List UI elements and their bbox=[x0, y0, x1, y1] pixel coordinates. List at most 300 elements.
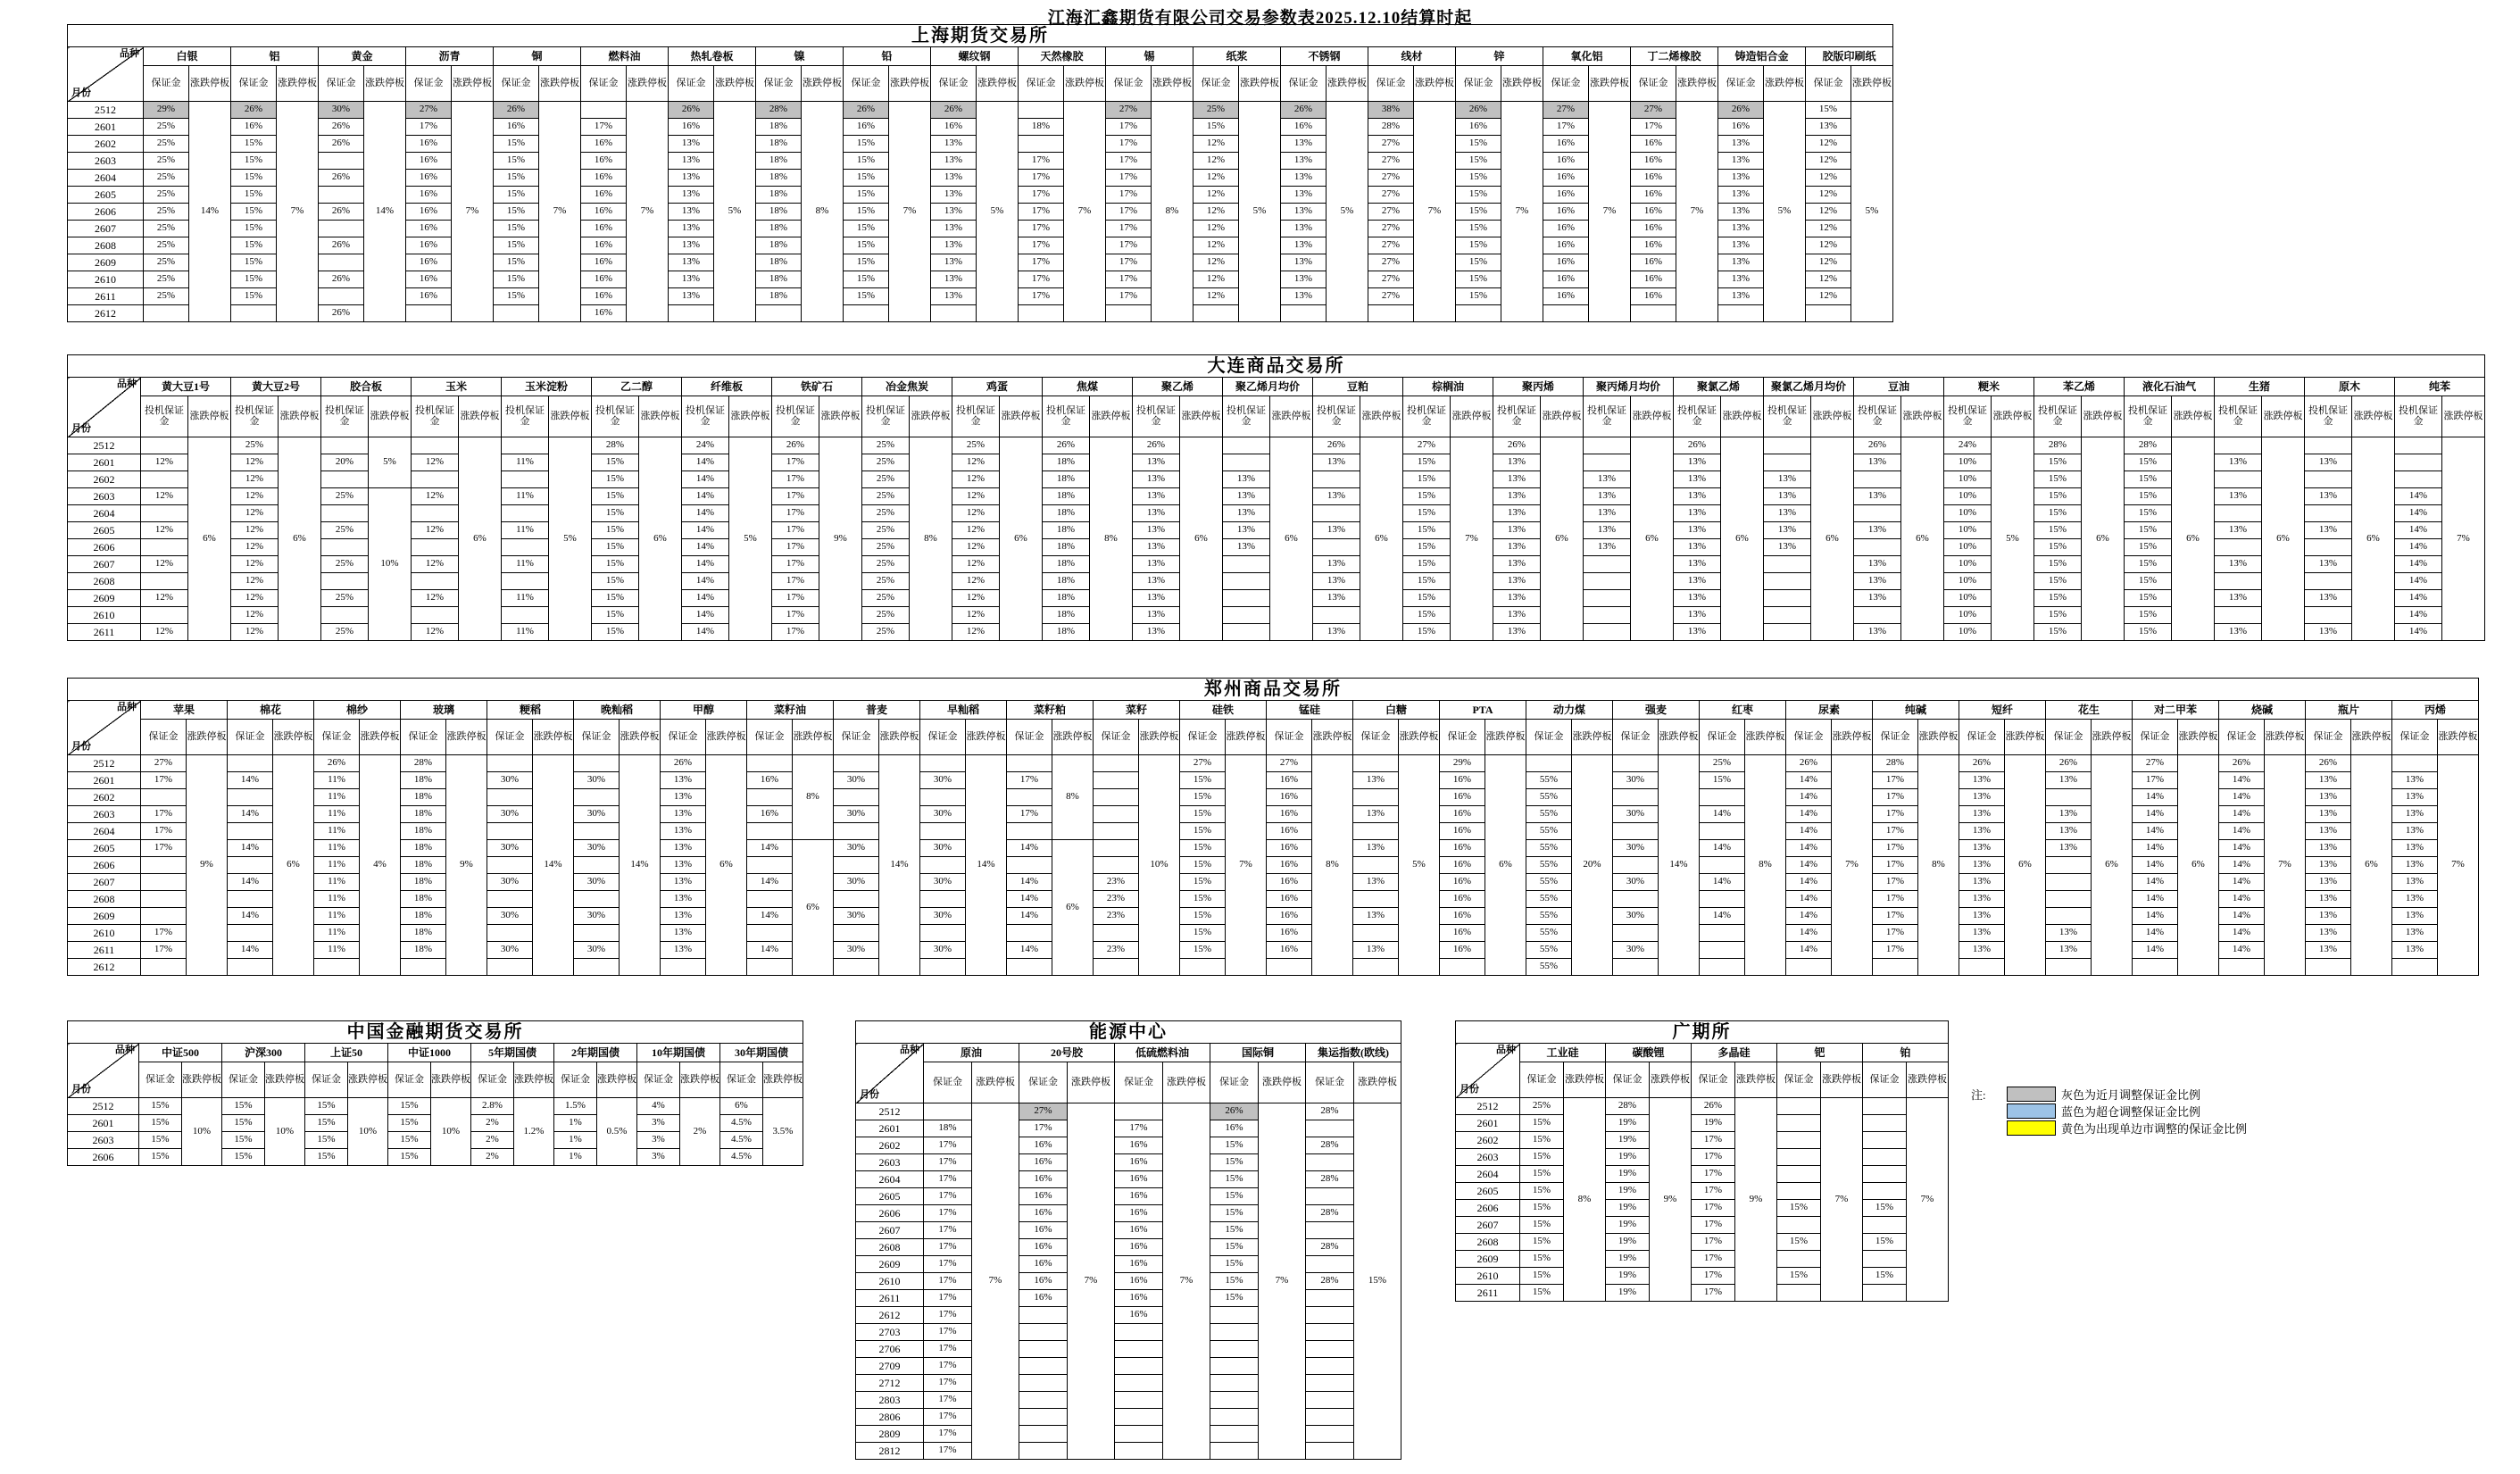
margin-cell bbox=[1700, 959, 1745, 976]
margin-cell bbox=[920, 823, 966, 840]
margin-cell bbox=[1854, 607, 1901, 624]
margin-subheader: 保证金 bbox=[305, 1062, 348, 1098]
margin-cell: 18% bbox=[401, 806, 446, 823]
corner-cell bbox=[68, 701, 141, 755]
margin-cell: 18% bbox=[1043, 624, 1090, 641]
margin-cell: 15% bbox=[1210, 1222, 1259, 1239]
margin-cell bbox=[1584, 573, 1631, 590]
margin-cell bbox=[844, 305, 889, 322]
margin-cell: 12% bbox=[1193, 237, 1239, 254]
corner-label-month: 月份 bbox=[71, 423, 91, 435]
margin-subheader: 投机保证金 bbox=[1944, 396, 1992, 437]
product-header: 热轧卷板 bbox=[669, 47, 756, 66]
margin-cell bbox=[1584, 556, 1631, 573]
margin-cell bbox=[1094, 823, 1139, 840]
margin-cell: 30% bbox=[574, 942, 620, 959]
margin-cell: 13% bbox=[1223, 505, 1270, 522]
margin-cell: 30% bbox=[1613, 908, 1659, 925]
margin-cell: 11% bbox=[502, 522, 549, 539]
limit-cell: 20% bbox=[1572, 755, 1613, 976]
margin-cell: 15% bbox=[592, 556, 639, 573]
limit-cell: 6% bbox=[2352, 437, 2395, 641]
margin-cell: 27% bbox=[1368, 254, 1414, 271]
margin-cell: 26% bbox=[1854, 437, 1901, 454]
margin-cell bbox=[1700, 789, 1745, 806]
limit-subheader: 涨跌停板 bbox=[966, 720, 1007, 755]
margin-cell: 13% bbox=[2046, 840, 2092, 857]
margin-subheader: 投机保证金 bbox=[2125, 396, 2172, 437]
margin-cell: 14% bbox=[2133, 806, 2178, 823]
product-header: 粳米 bbox=[1944, 378, 2034, 396]
limit-cell: 14% bbox=[966, 755, 1007, 976]
margin-cell: 26% bbox=[1456, 102, 1501, 119]
limit-subheader: 涨跌停板 bbox=[1451, 396, 1493, 437]
margin-cell bbox=[747, 857, 793, 874]
product-header: 10年期国债 bbox=[637, 1044, 720, 1062]
margin-cell: 16% bbox=[581, 221, 627, 237]
margin-cell: 15% bbox=[1456, 136, 1501, 153]
margin-cell: 13% bbox=[1133, 556, 1180, 573]
product-header: 棉纱 bbox=[314, 701, 401, 720]
margin-subheader: 保证金 bbox=[1440, 720, 1485, 755]
margin-cell: 14% bbox=[1786, 908, 1832, 925]
dce-table-container bbox=[67, 354, 2485, 641]
margin-cell: 16% bbox=[1115, 1154, 1163, 1171]
margin-cell: 16% bbox=[1440, 925, 1485, 942]
margin-cell bbox=[1094, 925, 1139, 942]
margin-cell bbox=[2395, 454, 2442, 471]
margin-cell: 13% bbox=[1133, 488, 1180, 505]
margin-cell: 14% bbox=[1007, 942, 1052, 959]
margin-cell: 13% bbox=[1584, 505, 1631, 522]
month-cell: 2602 bbox=[68, 471, 141, 488]
limit-cell: 15% bbox=[1354, 1103, 1401, 1460]
margin-cell bbox=[1353, 959, 1399, 976]
margin-subheader: 保证金 bbox=[661, 720, 706, 755]
margin-cell: 16% bbox=[1267, 891, 1312, 908]
limit-subheader: 涨跌停板 bbox=[1851, 66, 1893, 102]
margin-cell: 13% bbox=[1133, 505, 1180, 522]
margin-cell: 16% bbox=[1631, 153, 1676, 170]
limit-cell: 6% bbox=[2262, 437, 2305, 641]
product-header: 丙烯 bbox=[2392, 701, 2479, 720]
product-header: 中证500 bbox=[139, 1044, 222, 1062]
margin-cell bbox=[412, 505, 459, 522]
margin-cell: 13% bbox=[1493, 505, 1541, 522]
month-cell: 2606 bbox=[1456, 1200, 1520, 1217]
margin-cell bbox=[834, 925, 879, 942]
margin-cell: 14% bbox=[228, 806, 273, 823]
margin-cell bbox=[1543, 305, 1589, 322]
limit-subheader: 涨跌停板 bbox=[1399, 720, 1440, 755]
limit-cell: 6% bbox=[1485, 755, 1526, 976]
margin-cell: 13% bbox=[2305, 488, 2352, 505]
margin-cell bbox=[1777, 1166, 1821, 1183]
margin-cell bbox=[1094, 806, 1139, 823]
margin-cell: 23% bbox=[1094, 874, 1139, 891]
margin-cell: 15% bbox=[1180, 874, 1226, 891]
limit-cell: 7% bbox=[627, 102, 669, 322]
margin-cell: 13% bbox=[1959, 874, 2005, 891]
margin-cell bbox=[1613, 891, 1659, 908]
margin-cell bbox=[1700, 942, 1745, 959]
margin-cell bbox=[487, 925, 533, 942]
margin-cell: 13% bbox=[1281, 170, 1327, 187]
margin-cell bbox=[1313, 607, 1360, 624]
margin-cell bbox=[228, 891, 273, 908]
margin-cell: 30% bbox=[834, 840, 879, 857]
margin-cell bbox=[228, 857, 273, 874]
margin-cell: 13% bbox=[661, 925, 706, 942]
margin-cell: 17% bbox=[1692, 1183, 1735, 1200]
margin-cell: 15% bbox=[1520, 1200, 1564, 1217]
margin-cell: 11% bbox=[314, 874, 360, 891]
margin-cell: 15% bbox=[1210, 1154, 1259, 1171]
margin-cell: 17% bbox=[924, 1358, 972, 1375]
month-cell: 2607 bbox=[1456, 1217, 1520, 1234]
product-header: 铝 bbox=[231, 47, 319, 66]
margin-cell: 16% bbox=[1115, 1171, 1163, 1188]
blue-swatch bbox=[2007, 1103, 2056, 1119]
margin-cell: 15% bbox=[1456, 170, 1501, 187]
margin-subheader: 投机保证金 bbox=[412, 396, 459, 437]
limit-cell: 7% bbox=[277, 102, 319, 322]
margin-cell: 15% bbox=[592, 471, 639, 488]
margin-cell: 13% bbox=[1223, 488, 1270, 505]
margin-cell: 26% bbox=[1043, 437, 1090, 454]
margin-cell: 17% bbox=[772, 607, 819, 624]
margin-cell: 12% bbox=[952, 522, 1000, 539]
month-cell: 2612 bbox=[68, 305, 144, 322]
product-header: 多晶硅 bbox=[1692, 1044, 1777, 1062]
margin-cell: 1% bbox=[554, 1149, 597, 1166]
margin-cell: 19% bbox=[1692, 1115, 1735, 1132]
margin-cell: 18% bbox=[756, 187, 802, 204]
product-header: 工业硅 bbox=[1520, 1044, 1606, 1062]
margin-cell: 13% bbox=[1806, 119, 1851, 136]
margin-cell: 30% bbox=[574, 908, 620, 925]
margin-cell: 15% bbox=[2034, 607, 2082, 624]
margin-cell: 16% bbox=[406, 204, 452, 221]
margin-cell: 13% bbox=[2046, 942, 2092, 959]
margin-cell: 26% bbox=[1313, 437, 1360, 454]
margin-cell: 12% bbox=[952, 471, 1000, 488]
month-cell: 2611 bbox=[68, 288, 144, 305]
margin-cell: 55% bbox=[1526, 925, 1572, 942]
product-header: 聚丙烯 bbox=[1493, 378, 1584, 396]
margin-cell: 10% bbox=[1944, 505, 1992, 522]
margin-cell: 13% bbox=[669, 221, 714, 237]
margin-cell: 14% bbox=[1007, 874, 1052, 891]
margin-cell bbox=[487, 891, 533, 908]
margin-cell: 13% bbox=[661, 789, 706, 806]
limit-subheader: 涨跌停板 bbox=[729, 396, 772, 437]
margin-cell bbox=[2046, 789, 2092, 806]
margin-cell: 25% bbox=[144, 136, 189, 153]
limit-cell: 10% bbox=[182, 1098, 222, 1166]
margin-subheader: 保证金 bbox=[1353, 720, 1399, 755]
margin-cell: 25% bbox=[144, 119, 189, 136]
margin-cell: 14% bbox=[2133, 925, 2178, 942]
margin-cell bbox=[2215, 539, 2262, 556]
month-cell: 2601 bbox=[68, 454, 141, 471]
margin-cell bbox=[1959, 959, 2005, 976]
margin-cell: 12% bbox=[952, 590, 1000, 607]
margin-cell bbox=[2306, 959, 2351, 976]
margin-cell: 12% bbox=[1193, 221, 1239, 237]
margin-cell: 26% bbox=[1133, 437, 1180, 454]
margin-cell: 26% bbox=[314, 755, 360, 772]
margin-cell: 15% bbox=[1403, 624, 1451, 641]
margin-cell: 15% bbox=[844, 153, 889, 170]
margin-cell: 12% bbox=[1806, 170, 1851, 187]
margin-cell: 15% bbox=[1520, 1234, 1564, 1251]
margin-cell bbox=[228, 823, 273, 840]
margin-cell: 13% bbox=[2046, 772, 2092, 789]
margin-cell: 16% bbox=[581, 237, 627, 254]
margin-cell: 26% bbox=[319, 271, 364, 288]
limit-cell: 7% bbox=[1821, 1098, 1863, 1302]
limit-cell: 10% bbox=[1139, 755, 1180, 976]
margin-cell: 25% bbox=[321, 590, 369, 607]
margin-cell bbox=[141, 908, 187, 925]
product-header: 镍 bbox=[756, 47, 844, 66]
margin-cell bbox=[1854, 471, 1901, 488]
margin-cell bbox=[1863, 1098, 1907, 1115]
margin-cell: 17% bbox=[924, 1324, 972, 1341]
product-header: 纸浆 bbox=[1193, 47, 1281, 66]
margin-cell: 14% bbox=[1007, 840, 1052, 857]
margin-cell: 17% bbox=[1873, 874, 1918, 891]
margin-cell: 16% bbox=[1267, 942, 1312, 959]
margin-cell: 17% bbox=[1873, 823, 1918, 840]
margin-cell: 14% bbox=[2219, 772, 2265, 789]
limit-cell: 7% bbox=[1907, 1098, 1949, 1302]
margin-cell bbox=[1368, 305, 1414, 322]
margin-cell: 17% bbox=[1873, 806, 1918, 823]
product-header: 粳稻 bbox=[487, 701, 574, 720]
margin-cell: 30% bbox=[920, 942, 966, 959]
margin-cell: 13% bbox=[2215, 624, 2262, 641]
margin-cell: 11% bbox=[314, 891, 360, 908]
margin-cell: 12% bbox=[141, 590, 188, 607]
gray-swatch bbox=[2007, 1087, 2056, 1102]
limit-subheader: 涨跌停板 bbox=[1226, 720, 1267, 755]
margin-cell bbox=[2215, 471, 2262, 488]
margin-subheader: 保证金 bbox=[319, 66, 364, 102]
margin-cell: 15% bbox=[844, 288, 889, 305]
limit-cell: 9% bbox=[1735, 1098, 1777, 1302]
margin-cell: 15% bbox=[1456, 204, 1501, 221]
limit-cell: 7% bbox=[2265, 755, 2306, 976]
margin-cell: 27% bbox=[1368, 204, 1414, 221]
margin-cell bbox=[1353, 789, 1399, 806]
margin-cell: 17% bbox=[924, 1188, 972, 1205]
limit-cell: 6% bbox=[706, 755, 747, 976]
margin-cell: 30% bbox=[1613, 840, 1659, 857]
margin-cell: 15% bbox=[222, 1098, 265, 1115]
margin-cell: 17% bbox=[924, 1205, 972, 1222]
margin-cell: 55% bbox=[1526, 806, 1572, 823]
limit-cell: 6% bbox=[459, 437, 502, 641]
margin-cell bbox=[574, 959, 620, 976]
margin-cell: 26% bbox=[2306, 755, 2351, 772]
margin-cell bbox=[141, 891, 187, 908]
margin-subheader: 保证金 bbox=[1631, 66, 1676, 102]
margin-cell: 16% bbox=[1281, 119, 1327, 136]
margin-cell bbox=[2305, 437, 2352, 454]
margin-subheader: 保证金 bbox=[1019, 1062, 1068, 1103]
margin-cell: 13% bbox=[669, 237, 714, 254]
margin-cell: 13% bbox=[2306, 891, 2351, 908]
margin-cell: 17% bbox=[1692, 1149, 1735, 1166]
margin-cell: 15% bbox=[844, 204, 889, 221]
margin-cell bbox=[1777, 1251, 1821, 1268]
margin-cell: 25% bbox=[231, 437, 279, 454]
margin-cell: 13% bbox=[2392, 857, 2438, 874]
margin-cell: 13% bbox=[1959, 789, 2005, 806]
margin-cell: 17% bbox=[924, 1375, 972, 1392]
margin-cell: 15% bbox=[1403, 488, 1451, 505]
margin-cell bbox=[1353, 823, 1399, 840]
margin-cell: 25% bbox=[1520, 1098, 1564, 1115]
margin-cell bbox=[1007, 857, 1052, 874]
margin-cell: 13% bbox=[669, 170, 714, 187]
limit-subheader: 涨跌停板 bbox=[1631, 396, 1674, 437]
margin-cell: 15% bbox=[2034, 539, 2082, 556]
margin-cell: 13% bbox=[1223, 539, 1270, 556]
margin-cell bbox=[412, 539, 459, 556]
limit-subheader: 涨跌停板 bbox=[1239, 66, 1281, 102]
margin-cell: 13% bbox=[661, 891, 706, 908]
product-header: 2年期国债 bbox=[554, 1044, 637, 1062]
limit-cell: 6% bbox=[1901, 437, 1944, 641]
margin-cell bbox=[319, 288, 364, 305]
margin-cell: 23% bbox=[1094, 908, 1139, 925]
margin-cell: 12% bbox=[231, 454, 279, 471]
margin-cell bbox=[1115, 1409, 1163, 1426]
margin-cell: 26% bbox=[319, 136, 364, 153]
margin-cell: 13% bbox=[2392, 925, 2438, 942]
product-header: 硅铁 bbox=[1180, 701, 1267, 720]
product-header: 30年期国债 bbox=[720, 1044, 803, 1062]
margin-cell: 16% bbox=[1440, 840, 1485, 857]
month-cell: 2611 bbox=[68, 624, 141, 641]
margin-cell: 12% bbox=[231, 590, 279, 607]
margin-subheader: 投机保证金 bbox=[1223, 396, 1270, 437]
month-cell: 2612 bbox=[856, 1307, 924, 1324]
margin-cell bbox=[1786, 959, 1832, 976]
limit-cell: 7% bbox=[1064, 102, 1106, 322]
product-header: 低硫燃料油 bbox=[1115, 1044, 1210, 1062]
margin-cell bbox=[2395, 437, 2442, 454]
margin-cell: 13% bbox=[1959, 891, 2005, 908]
margin-cell: 13% bbox=[1718, 271, 1764, 288]
margin-subheader: 保证金 bbox=[1368, 66, 1414, 102]
margin-cell: 13% bbox=[1584, 471, 1631, 488]
margin-cell: 16% bbox=[1543, 204, 1589, 221]
margin-cell: 25% bbox=[144, 153, 189, 170]
margin-cell: 13% bbox=[661, 908, 706, 925]
limit-subheader: 涨跌停板 bbox=[1414, 66, 1456, 102]
margin-cell: 12% bbox=[952, 607, 1000, 624]
limit-cell: 8% bbox=[1052, 755, 1094, 840]
margin-cell: 16% bbox=[1543, 170, 1589, 187]
margin-subheader: 保证金 bbox=[1526, 720, 1572, 755]
margin-cell: 26% bbox=[1674, 437, 1721, 454]
margin-cell: 16% bbox=[1631, 187, 1676, 204]
margin-cell: 12% bbox=[1193, 288, 1239, 305]
margin-cell: 12% bbox=[141, 624, 188, 641]
margin-cell: 27% bbox=[1543, 102, 1589, 119]
margin-cell: 16% bbox=[1019, 1205, 1068, 1222]
margin-cell bbox=[1267, 959, 1312, 976]
margin-cell: 13% bbox=[1584, 488, 1631, 505]
product-header: 早籼稻 bbox=[920, 701, 1007, 720]
margin-cell: 13% bbox=[1959, 925, 2005, 942]
margin-cell: 15% bbox=[2034, 471, 2082, 488]
limit-subheader: 涨跌停板 bbox=[1564, 1062, 1606, 1098]
limit-subheader: 涨跌停板 bbox=[1064, 66, 1106, 102]
month-cell: 2512 bbox=[1456, 1098, 1520, 1115]
margin-subheader: 保证金 bbox=[669, 66, 714, 102]
margin-cell: 11% bbox=[314, 789, 360, 806]
margin-cell: 10% bbox=[1944, 539, 1992, 556]
margin-cell: 28% bbox=[1306, 1239, 1354, 1256]
margin-subheader: 保证金 bbox=[1007, 720, 1052, 755]
margin-cell: 13% bbox=[2306, 942, 2351, 959]
margin-cell bbox=[1863, 1132, 1907, 1149]
margin-cell: 13% bbox=[2046, 806, 2092, 823]
margin-cell: 12% bbox=[412, 454, 459, 471]
corner-label-product: 品种 bbox=[120, 48, 139, 59]
limit-cell: 14% bbox=[1659, 755, 1700, 976]
margin-cell: 16% bbox=[1267, 806, 1312, 823]
margin-cell: 17% bbox=[924, 1239, 972, 1256]
month-cell: 2610 bbox=[856, 1273, 924, 1290]
margin-cell: 15% bbox=[1403, 539, 1451, 556]
product-header: 线材 bbox=[1368, 47, 1456, 66]
margin-cell: 16% bbox=[1631, 237, 1676, 254]
margin-cell: 17% bbox=[141, 772, 187, 789]
month-cell: 2604 bbox=[1456, 1166, 1520, 1183]
corner-cell bbox=[68, 1044, 139, 1098]
margin-cell: 12% bbox=[952, 505, 1000, 522]
margin-cell: 16% bbox=[581, 254, 627, 271]
limit-subheader: 涨跌停板 bbox=[279, 396, 321, 437]
margin-cell bbox=[1106, 305, 1152, 322]
margin-cell: 13% bbox=[2392, 891, 2438, 908]
product-header: 晚籼稻 bbox=[574, 701, 661, 720]
margin-cell: 18% bbox=[756, 170, 802, 187]
margin-cell: 15% bbox=[305, 1098, 348, 1115]
margin-cell: 6% bbox=[720, 1098, 763, 1115]
limit-cell: 9% bbox=[187, 755, 228, 976]
margin-cell: 13% bbox=[1493, 488, 1541, 505]
margin-cell: 14% bbox=[2395, 624, 2442, 641]
margin-cell: 17% bbox=[1692, 1234, 1735, 1251]
margin-cell: 30% bbox=[487, 942, 533, 959]
margin-cell: 17% bbox=[1106, 204, 1152, 221]
margin-cell bbox=[1764, 437, 1811, 454]
corner-label-product: 品种 bbox=[117, 379, 137, 389]
month-cell: 2608 bbox=[68, 891, 141, 908]
margin-cell: 14% bbox=[2219, 823, 2265, 840]
margin-cell: 27% bbox=[1106, 102, 1152, 119]
margin-cell: 15% bbox=[1520, 1132, 1564, 1149]
margin-cell: 25% bbox=[321, 522, 369, 539]
margin-cell: 16% bbox=[1440, 823, 1485, 840]
